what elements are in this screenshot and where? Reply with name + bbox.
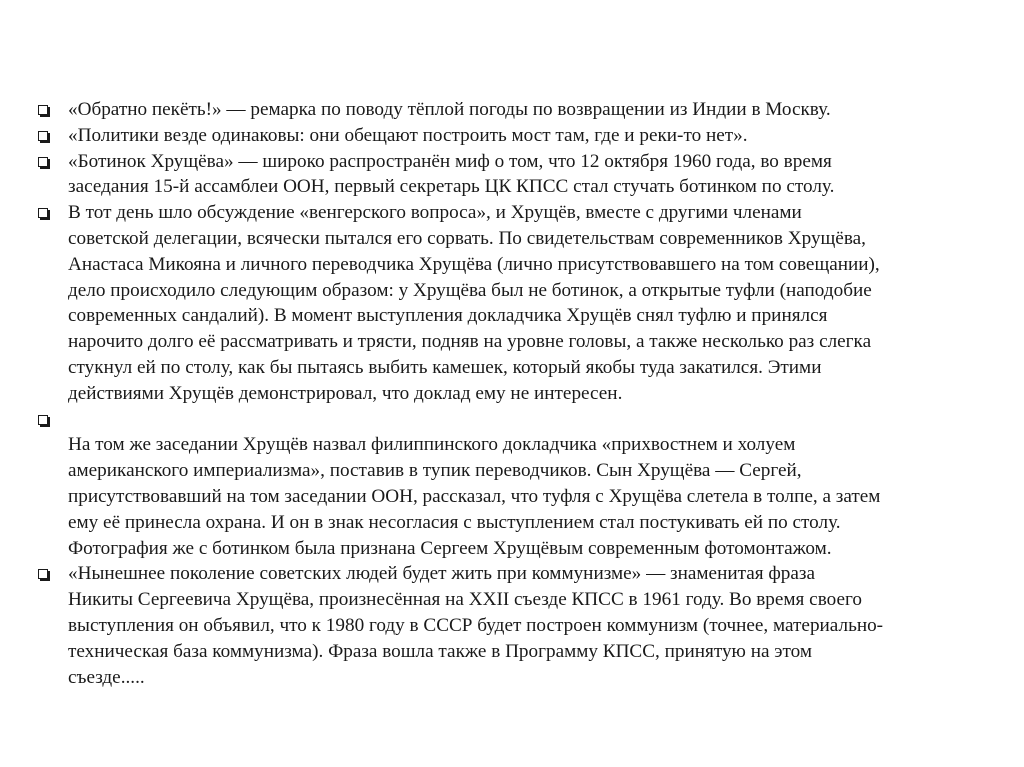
bullet-list (36, 97, 996, 690)
bullet-text: «Нынешнее поколение советских людей будет жить при коммунизме» — знаменитая фраза Никиты Сергеевича Хрущёва, произнесённая на XXII съезде КПСС в 1961 году. Во время своего выступления он объявил, что к 1980 году в СССР будет построен коммунизм (точнее, материально- техническая база коммунизма). Фраза вошла также в Программу КПСС, принятую на этом съезде..... (68, 563, 884, 688)
bullet-text: «Обратно пекёть!» — ремарка по поводу тёплой погоды по возвращении из Индии в Москву. (68, 99, 831, 120)
square-bullet-icon (36, 561, 68, 587)
bullet-text: «Политики везде одинаковы: они обещают построить мост там, где и реки-то нет». (68, 124, 748, 146)
bullet-text: «Ботинок Хрущёва» — широко распространён миф о том, что 12 октября 1960 года, во время заседания 15-й ассамблеи ООН, первый секретарь ЦК КПСС стал стучать ботинком по столу. (68, 150, 835, 198)
list-item (36, 97, 996, 123)
square-bullet-icon (36, 123, 68, 149)
square-bullet-icon (36, 149, 68, 175)
square-bullet-icon (36, 407, 68, 433)
list-item (36, 123, 996, 149)
square-bullet-icon (36, 200, 68, 226)
list-item (36, 149, 996, 201)
list-item (36, 561, 996, 690)
square-bullet-icon (36, 97, 68, 123)
list-item (36, 407, 996, 562)
bullet-text: В тот день шло обсуждение «венгерского вопроса», и Хрущёв, вместе с другими членами советской делегации, всячески пытался его сорвать. По свидетельствам современников Хрущёва, Анастаса Микояна и личного переводчика Хрущёва (лично присутствовавшего на том совещании), дело происходило следующим образом: у Хрущёва был не ботинок, а открытые туфли (наподобие современных сандалий). В момент выступления докладчика Хрущёв снял туфлю и принялся нарочито долго её рассматривать и трясти, подняв на уровне головы, а также несколько раз слегка стукнул ей по столу, как бы пытаясь выбить камешек, который якобы туда закатился. Этими действиями Хрущёв демонстрировал, что доклад ему не интересен. (68, 202, 880, 404)
list-item (36, 200, 996, 406)
bullet-text: На том же заседании Хрущёв назвал филиппинского докладчика «прихвостнем и холуем американского империализма», поставив в тупик переводчиков. Сын Хрущёва — Сергей, присутствовавший на том заседании ООН, рассказал, что туфля с Хрущёва слетела в толпе, а затем ему её принесла охрана. И он в знак несогласия с выступлением стал постукивать ей по столу. Фотография же с ботинком была признана Сергеем Хрущёвым современным фотомонтажом. (68, 434, 881, 559)
